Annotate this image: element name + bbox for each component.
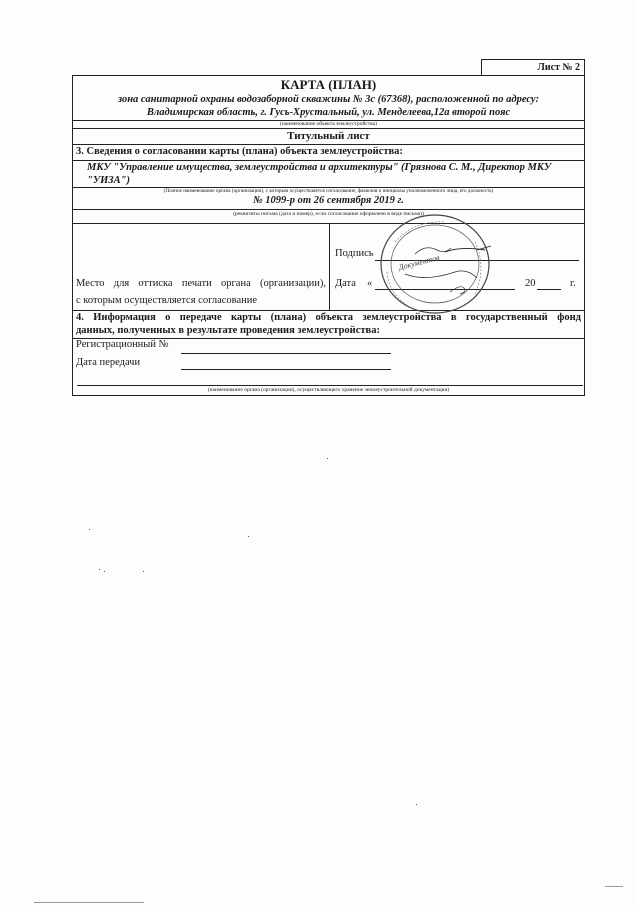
transfer-date-label: Дата передачи: [76, 357, 141, 368]
divider: [73, 209, 584, 210]
date-year-suffix: г.: [570, 278, 576, 289]
scan-speck: [416, 804, 417, 805]
scan-speck: [89, 529, 90, 530]
object-description-line1: зона санитарной охраны водозаборной скважины № 3с (67368), расположенной по адресу:: [118, 94, 539, 105]
registration-number-line: [181, 353, 391, 354]
section3-heading: 3. Сведения о согласовании карты (плана) объекта землеустройства:: [76, 146, 403, 157]
divider: [73, 160, 584, 161]
scan-speck: [143, 571, 144, 572]
scan-edge-line: [605, 886, 623, 887]
divider: [73, 144, 584, 145]
year-line: [537, 289, 561, 290]
object-description-line2: Владимирская область, г. Гусь-Хрустальный, ул. Менделеева,12а второй пояс: [146, 107, 511, 118]
round-seal-stamp: [375, 212, 493, 318]
section4-heading-line1: 4. Информация о передаче карты (плана) объекта землеустройства в государственный фонд: [76, 312, 581, 323]
scan-edge-line: [34, 902, 144, 903]
registration-number-label: Регистрационный №: [76, 339, 169, 350]
divider: [73, 310, 584, 311]
letter-caption: (реквизиты письма (дата и номер), если согласование оформлено в виде письма)): [233, 211, 424, 217]
scan-speck: [104, 571, 105, 572]
section4-heading-line2: данных, полученных в результате проведения землеустройства:: [76, 325, 380, 336]
date-label: Дата: [335, 278, 356, 289]
scan-speck: [99, 569, 100, 570]
stamp-place-line1: Место для оттиска печати органа (организации),: [76, 278, 326, 289]
stamp-text: Документов: [397, 253, 441, 272]
date-year-prefix: 20: [525, 278, 536, 289]
divider: [73, 128, 584, 129]
scan-speck: [327, 458, 328, 459]
object-caption: (наименование объекта землеустройства): [280, 121, 377, 127]
sheet-title: Титульный лист: [287, 130, 370, 142]
column-divider: [329, 223, 330, 310]
sheet-number-label: Лист № 2: [481, 59, 585, 75]
stamp-place-line2: с которым осуществляется согласование: [76, 295, 258, 306]
storage-org-caption: (наименование органа (организации), осуществляющего хранение землеустроительной документации): [207, 387, 450, 393]
signature-label: Подпись: [335, 248, 374, 259]
letter-reference: № 1099-р от 26 сентября 2019 г.: [253, 195, 404, 206]
date-quote: «: [367, 278, 373, 289]
approving-org-caption: (Полное наименование органа (организации), с которым осуществляется согласование, фамилия и инициалы уполномоченного лица, его должность): [163, 188, 494, 194]
approving-org-line1: МКУ "Управление имущества, землеустройства и архитектуры" (Грязнова С. М., Директор МКУ: [87, 162, 552, 173]
storage-org-line: [77, 385, 583, 386]
document-title: КАРТА (ПЛАН): [280, 77, 377, 92]
title-sheet-frame: [72, 75, 585, 396]
approving-org-line2: "УИЗА"): [87, 175, 130, 186]
scan-speck: [248, 536, 249, 537]
transfer-date-line: [181, 369, 391, 370]
